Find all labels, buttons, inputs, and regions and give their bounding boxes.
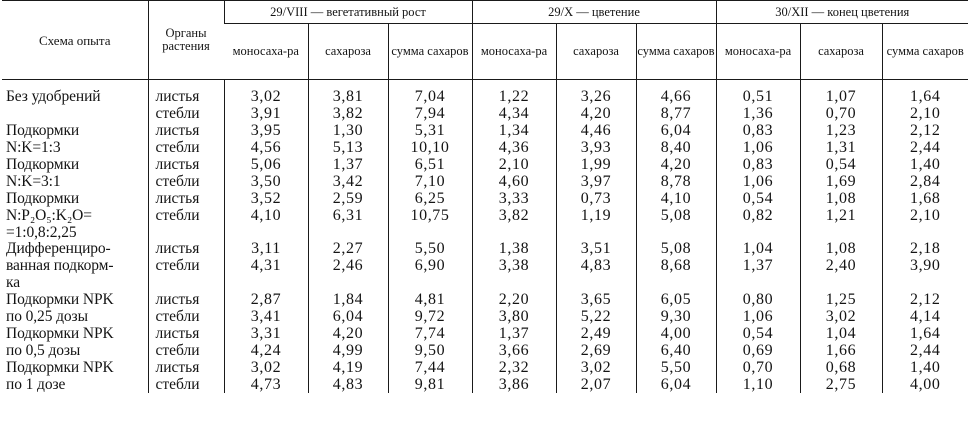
cell-value: 1,37	[472, 325, 556, 342]
table-header	[2, 1, 968, 80]
column-header-scheme: Схема опыта	[2, 1, 148, 80]
cell-value: 2,40	[800, 258, 882, 275]
cell-value: 2,69	[556, 342, 636, 359]
cell-organ: листья	[148, 190, 224, 207]
cell-value: 3,33	[472, 190, 556, 207]
cell-value	[224, 275, 308, 292]
cell-scheme: N:K=1:3	[6, 139, 61, 157]
cell-scheme: Подкормки	[6, 190, 80, 207]
cell-value: 9,30	[636, 309, 716, 326]
table-row	[2, 190, 968, 207]
cell-scheme: N:P₂O₅:K₂O=	[6, 207, 92, 224]
cell-value	[472, 224, 556, 241]
cell-value: 2,32	[472, 359, 556, 376]
cell-scheme: N:K=3:1	[6, 173, 61, 190]
cell-value: 1,21	[800, 207, 882, 224]
cell-value: 2,27	[308, 241, 388, 258]
cell-value: 6,04	[636, 376, 716, 393]
cell-value: 3,38	[472, 258, 556, 275]
cell-scheme: Подкормки	[6, 122, 80, 140]
cell-scheme: Подкормки NPK	[6, 325, 114, 342]
subheader-sugar-sum: сумма сахаров	[882, 24, 968, 80]
table-row	[2, 157, 968, 174]
cell-value: 4,36	[472, 140, 556, 157]
cell-value: 2,75	[800, 376, 882, 393]
cell-value: 3,26	[556, 89, 636, 106]
table-row	[2, 224, 968, 241]
cell-value	[556, 224, 636, 241]
cell-value: 5,31	[388, 123, 472, 140]
cell-scheme: по 0,25 дозы	[6, 308, 88, 326]
cell-value: 5,50	[388, 241, 472, 258]
cell-scheme: ванная подкорм-	[6, 257, 114, 275]
table-row	[2, 207, 968, 224]
cell-value: 0,54	[800, 157, 882, 174]
cell-value	[800, 224, 882, 241]
cell-value: 8,78	[636, 173, 716, 190]
cell-value: 4,46	[556, 123, 636, 140]
cell-value: 5,06	[224, 157, 308, 174]
cell-value: 0,70	[800, 106, 882, 123]
cell-value: 6,90	[388, 258, 472, 275]
cell-organ: стебли	[148, 207, 224, 224]
group-header-flowering: 29/X — цветение	[472, 1, 716, 24]
table-row	[2, 173, 968, 190]
cell-value: 2,10	[882, 207, 968, 224]
table-row	[2, 89, 968, 106]
cell-value: 6,31	[308, 207, 388, 224]
cell-scheme: Без удобрений	[6, 89, 101, 106]
cell-scheme: =1:0,8:2,25	[6, 224, 77, 241]
cell-value: 5,50	[636, 359, 716, 376]
cell-value	[472, 275, 556, 292]
cell-organ: листья	[148, 157, 224, 174]
cell-value: 1,40	[882, 359, 968, 376]
cell-scheme: по 0,5 дозы	[6, 342, 81, 359]
cell-value: 4,00	[636, 325, 716, 342]
cell-value: 4,20	[308, 325, 388, 342]
cell-value: 3,02	[224, 359, 308, 376]
column-header-organs: Органы растения	[148, 1, 224, 80]
cell-value: 0,73	[556, 190, 636, 207]
cell-value: 0,83	[716, 123, 800, 140]
subheader-sugar-sum: сумма сахаров	[636, 24, 716, 80]
cell-organ: стебли	[148, 258, 224, 275]
cell-value: 0,54	[716, 190, 800, 207]
subheader-sugar-sum: сумма сахаров	[388, 24, 472, 80]
cell-value: 0,80	[716, 292, 800, 309]
cell-scheme	[2, 106, 148, 123]
cell-value: 1,06	[716, 140, 800, 157]
cell-value: 1,37	[308, 157, 388, 174]
table-row	[2, 123, 968, 140]
cell-value: 1,08	[800, 190, 882, 207]
cell-value: 2,49	[556, 325, 636, 342]
cell-value: 1,22	[472, 89, 556, 106]
cell-value: 6,04	[308, 309, 388, 326]
cell-value: 0,51	[716, 89, 800, 106]
cell-value: 2,12	[882, 123, 968, 140]
cell-value: 0,69	[716, 342, 800, 359]
cell-value: 1,66	[800, 342, 882, 359]
cell-value: 3,52	[224, 190, 308, 207]
cell-value: 0,54	[716, 325, 800, 342]
cell-organ: листья	[148, 325, 224, 342]
cell-value: 6,40	[636, 342, 716, 359]
cell-value: 3,02	[800, 309, 882, 326]
cell-value: 6,25	[388, 190, 472, 207]
cell-value: 7,44	[388, 359, 472, 376]
cell-value: 2,20	[472, 292, 556, 309]
table-row	[2, 106, 968, 123]
cell-value: 8,40	[636, 140, 716, 157]
cell-value: 3,82	[472, 207, 556, 224]
cell-value	[636, 275, 716, 292]
group-header-vegetative: 29/VIII — вегетативный рост	[224, 1, 472, 24]
cell-value: 4,20	[636, 157, 716, 174]
cell-value: 3,97	[556, 173, 636, 190]
cell-value	[388, 275, 472, 292]
cell-value: 1,68	[882, 190, 968, 207]
cell-value: 4,14	[882, 309, 968, 326]
spacer-row	[2, 80, 968, 90]
cell-value: 3,02	[224, 89, 308, 106]
cell-value: 2,87	[224, 292, 308, 309]
cell-value: 3,82	[308, 106, 388, 123]
cell-value: 6,51	[388, 157, 472, 174]
cell-value	[716, 224, 800, 241]
table-row	[2, 325, 968, 342]
cell-organ	[148, 224, 224, 241]
cell-scheme: Дифференциро-	[6, 241, 111, 258]
cell-value: 2,12	[882, 292, 968, 309]
cell-value: 10,75	[388, 207, 472, 224]
cell-value: 3,31	[224, 325, 308, 342]
cell-value: 4,60	[472, 173, 556, 190]
cell-value: 4,66	[636, 89, 716, 106]
cell-value: 1,64	[882, 89, 968, 106]
cell-value: 1,06	[716, 309, 800, 326]
cell-value: 3,66	[472, 342, 556, 359]
cell-organ: листья	[148, 123, 224, 140]
cell-organ: стебли	[148, 106, 224, 123]
cell-value: 10,10	[388, 140, 472, 157]
subheader-sucrose: сахароза	[556, 24, 636, 80]
cell-value: 6,05	[636, 292, 716, 309]
cell-value: 2,44	[882, 342, 968, 359]
subheader-sucrose: сахароза	[800, 24, 882, 80]
cell-value: 4,24	[224, 342, 308, 359]
table-row	[2, 309, 968, 326]
cell-value	[882, 275, 968, 292]
cell-value: 1,10	[716, 376, 800, 393]
cell-value: 4,56	[224, 140, 308, 157]
cell-value: 4,83	[556, 258, 636, 275]
cell-value: 2,46	[308, 258, 388, 275]
cell-value: 3,42	[308, 173, 388, 190]
cell-value: 4,81	[388, 292, 472, 309]
table-row	[2, 241, 968, 258]
cell-value: 1,23	[800, 123, 882, 140]
cell-value: 3,93	[556, 140, 636, 157]
group-header-end-flowering: 30/XII — конец цветения	[716, 1, 968, 24]
cell-organ	[148, 275, 224, 292]
cell-value: 1,04	[716, 241, 800, 258]
cell-scheme: ка	[6, 274, 20, 292]
cell-value: 1,25	[800, 292, 882, 309]
cell-value	[636, 224, 716, 241]
cell-value: 2,10	[882, 106, 968, 123]
cell-value: 1,99	[556, 157, 636, 174]
cell-value: 1,31	[800, 140, 882, 157]
cell-value: 2,84	[882, 173, 968, 190]
cell-value	[388, 224, 472, 241]
cell-value: 4,10	[224, 207, 308, 224]
table-row	[2, 258, 968, 275]
cell-value: 4,31	[224, 258, 308, 275]
cell-organ: стебли	[148, 342, 224, 359]
subheader-monosaccharides: моносаха-ра	[224, 24, 308, 80]
cell-value: 2,18	[882, 241, 968, 258]
table-row	[2, 275, 968, 292]
cell-value: 1,69	[800, 173, 882, 190]
cell-value: 3,80	[472, 309, 556, 326]
cell-value: 4,19	[308, 359, 388, 376]
cell-value: 3,02	[556, 359, 636, 376]
cell-value: 0,83	[716, 157, 800, 174]
cell-value: 2,10	[472, 157, 556, 174]
cell-value	[716, 275, 800, 292]
cell-value: 5,22	[556, 309, 636, 326]
cell-organ: стебли	[148, 173, 224, 190]
cell-value: 4,99	[308, 342, 388, 359]
sugar-content-table	[2, 0, 968, 393]
cell-value: 4,10	[636, 190, 716, 207]
cell-value: 3,90	[882, 258, 968, 275]
cell-value: 3,95	[224, 123, 308, 140]
subheader-monosaccharides: моносаха-ра	[716, 24, 800, 80]
cell-value	[308, 275, 388, 292]
cell-value: 3,11	[224, 241, 308, 258]
cell-value: 9,50	[388, 342, 472, 359]
cell-value: 1,84	[308, 292, 388, 309]
cell-value: 1,36	[716, 106, 800, 123]
cell-value	[556, 275, 636, 292]
cell-value: 3,41	[224, 309, 308, 326]
cell-value: 4,83	[308, 376, 388, 393]
cell-value: 1,08	[800, 241, 882, 258]
cell-value: 4,20	[556, 106, 636, 123]
cell-organ: листья	[148, 292, 224, 309]
cell-value: 1,40	[882, 157, 968, 174]
cell-value: 9,72	[388, 309, 472, 326]
table-row	[2, 292, 968, 309]
cell-value: 0,70	[716, 359, 800, 376]
cell-value: 8,77	[636, 106, 716, 123]
cell-value: 2,07	[556, 376, 636, 393]
cell-value: 3,91	[224, 106, 308, 123]
cell-value: 7,04	[388, 89, 472, 106]
cell-organ: стебли	[148, 309, 224, 326]
table-body	[2, 80, 968, 394]
cell-value: 0,82	[716, 207, 800, 224]
cell-value: 5,13	[308, 140, 388, 157]
cell-value	[882, 224, 968, 241]
cell-value: 7,74	[388, 325, 472, 342]
subheader-monosaccharides: моносаха-ра	[472, 24, 556, 80]
cell-value: 4,00	[882, 376, 968, 393]
cell-value	[224, 224, 308, 241]
cell-value: 3,50	[224, 173, 308, 190]
cell-value: 5,08	[636, 241, 716, 258]
cell-value: 1,30	[308, 123, 388, 140]
cell-value	[800, 275, 882, 292]
cell-organ: стебли	[148, 140, 224, 157]
cell-organ: листья	[148, 241, 224, 258]
table-row	[2, 359, 968, 376]
cell-value: 9,81	[388, 376, 472, 393]
cell-value	[308, 224, 388, 241]
cell-value: 1,38	[472, 241, 556, 258]
table-row	[2, 376, 968, 393]
cell-value: 4,34	[472, 106, 556, 123]
cell-scheme: по 1 дозе	[6, 376, 66, 393]
cell-organ: листья	[148, 89, 224, 106]
cell-value: 8,68	[636, 258, 716, 275]
cell-value: 1,19	[556, 207, 636, 224]
cell-value: 3,86	[472, 376, 556, 393]
cell-value: 1,64	[882, 325, 968, 342]
cell-value: 7,10	[388, 173, 472, 190]
cell-value: 0,68	[800, 359, 882, 376]
cell-value: 5,08	[636, 207, 716, 224]
cell-value: 1,07	[800, 89, 882, 106]
cell-scheme: Подкормки NPK	[6, 359, 114, 376]
cell-value: 4,73	[224, 376, 308, 393]
table-row	[2, 140, 968, 157]
cell-value: 1,37	[716, 258, 800, 275]
subheader-sucrose: сахароза	[308, 24, 388, 80]
cell-value: 1,04	[800, 325, 882, 342]
cell-scheme: Подкормки NPK	[6, 291, 114, 309]
cell-value: 3,81	[308, 89, 388, 106]
cell-value: 1,06	[716, 173, 800, 190]
cell-organ: листья	[148, 359, 224, 376]
cell-scheme: Подкормки	[6, 156, 80, 173]
cell-value: 3,51	[556, 241, 636, 258]
cell-value: 7,94	[388, 106, 472, 123]
table-row	[2, 342, 968, 359]
cell-value: 1,34	[472, 123, 556, 140]
cell-value: 2,44	[882, 140, 968, 157]
cell-value: 6,04	[636, 123, 716, 140]
cell-value: 3,65	[556, 292, 636, 309]
cell-value: 2,59	[308, 190, 388, 207]
cell-organ: стебли	[148, 376, 224, 393]
